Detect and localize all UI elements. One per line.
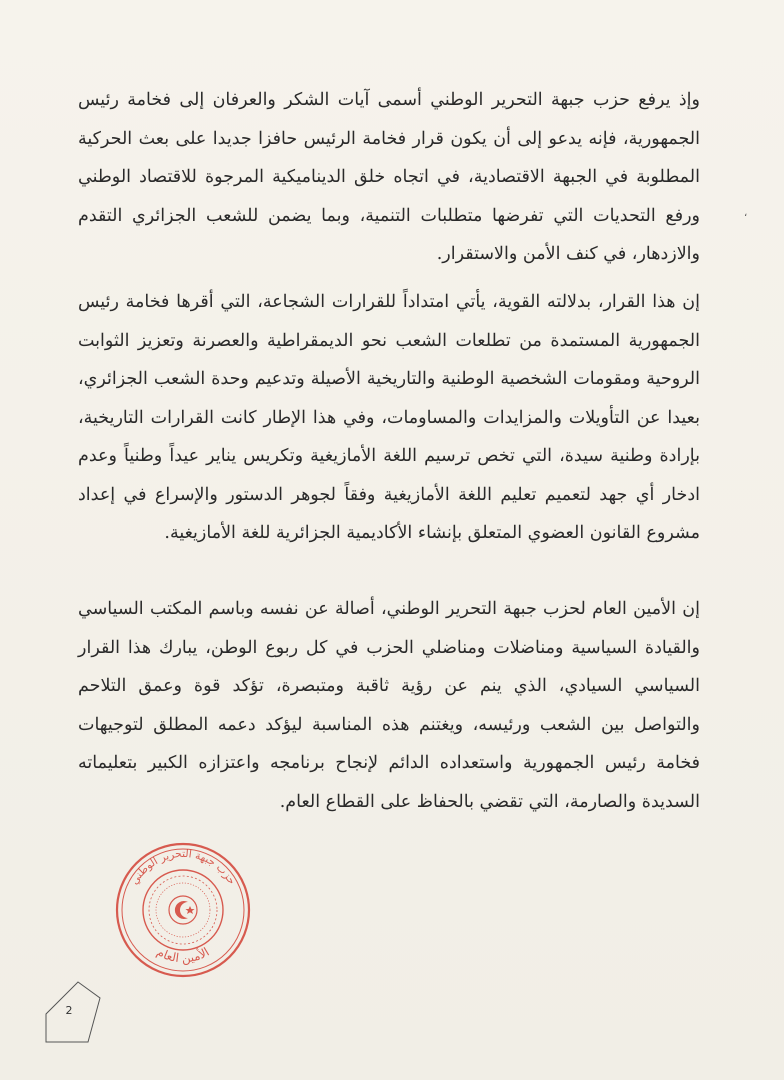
paragraph-3: إن الأمين العام لحزب جبهة التحرير الوطني، أصالة عن نفسه وباسم المكتب السياسي والقيادة السياسية ومناضلات ومناضلي الحزب في كل ربوع الوطن، يبارك هذا القرار السياسي السيادي، الذي ينم عن رؤية ثاقبة ومتبصرة، تؤكد قوة وعمق التلاحم والتواصل بين الشعب ورئيسه، ويغتنم هذه المناسبة ليؤكد دعمه المطلق لتوجيهات فخامة رئيس الجمهورية واستعداده الدائم لإنجاح برنامجه واعتزازه الكبير بتعليماته السديدة والصارمة، التي تقضي بالحفاظ على القطاع العام. (78, 599, 700, 812)
paragraph-1: وإذ يرفع حزب جبهة التحرير الوطني أسمى آيات الشكر والعرفان إلى فخامة رئيس الجمهورية، فإنه يدعو إلى أن يكون قرار فخامة الرئيس حافزا جديدا على بعث الحركية المطلوبة في الجبهة الاقتصادية، في اتجاه خلق الديناميكية المرجوة للاقتصاد الوطني ورفع التحديات التي تفرضها متطلبات التنمية، وبما يضمن للشعب الجزائري التقدم والازدهار، في كنف الأمن والاستقرار. (78, 90, 700, 264)
stamp-top-text: حزب جبهة التحرير الوطني (128, 847, 238, 887)
official-stamp-seal (108, 838, 258, 980)
page-number: 2 (65, 1004, 73, 1017)
paragraph-2: إن هذا القرار، بدلالته القوية، يأتي امتداداً للقرارات الشجاعة، التي أقرها فخامة رئيس الجمهورية المستمدة من تطلعات الشعب نحو الديمقراطية والعصرنة وتعزيز الثوابت الروحية ومقومات الشخصية الوطنية والتاريخية الأصيلة وتدعيم وحدة الشعب الجزائري، بعيدا عن التأويلات والمزايدات والمساومات، وفي هذا الإطار كانت القرارات التاريخية، بإرادة وطنية سيدة، التي تخص ترسيم اللغة الأمازيغية وتكريس يناير عيداً وطنياً وعدم ادخار أي جهد لتعميم تعليم اللغة الأمازيغية وفقاً لجوهر الدستور والإسراع في إعداد مشروع القانون العضوي المتعلق بإنشاء الأكاديمية الجزائرية للغة الأمازيغية. (78, 292, 700, 543)
crescent-star-icon (175, 901, 195, 919)
stamp-bottom-text: الأمين العام (154, 944, 212, 966)
margin-mark: ، (744, 208, 748, 219)
